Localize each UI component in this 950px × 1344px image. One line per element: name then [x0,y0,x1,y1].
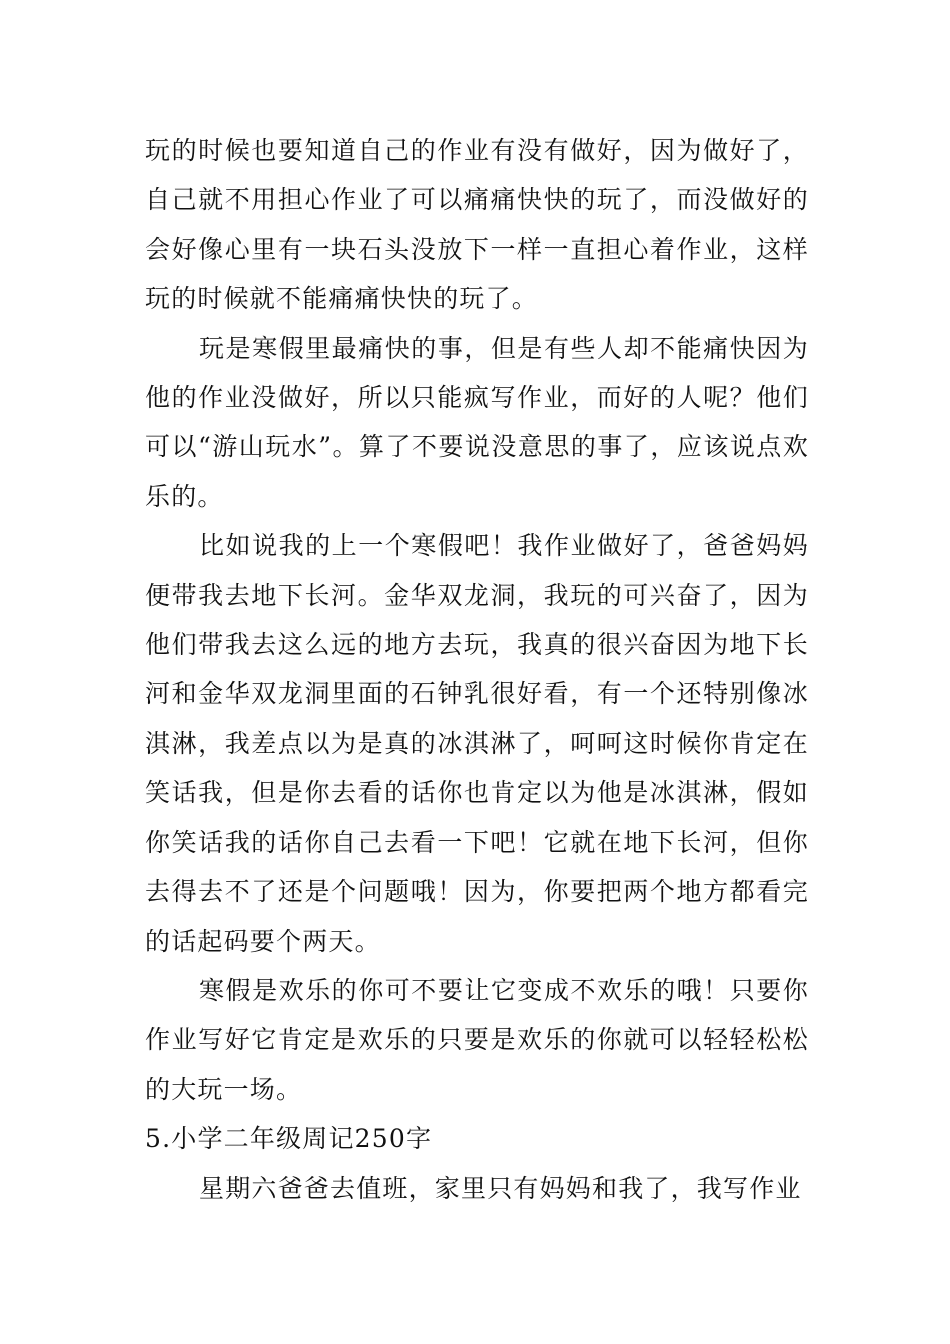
paragraph-2: 玩是寒假里最痛快的事，但是有些人却不能痛快因为他的作业没做好，所以只能疯写作业，而好的人呢？他们可以“游山玩水”。算了不要说没意思的事了，应该说点欢乐的。 [145,333,809,511]
document-body [145,126,809,1213]
paragraph-4: 寒假是欢乐的你可不要让它变成不欢乐的哦！只要你作业写好它肯定是欢乐的只要是欢乐的你就可以轻轻松松的大玩一场。 [145,975,809,1104]
paragraph-5: 星期六爸爸去值班，家里只有妈妈和我了，我写作业 [199,1173,802,1203]
paragraph-3: 比如说我的上一个寒假吧！我作业做好了，爸爸妈妈便带我去地下长河。金华双龙洞，我玩的可兴奋了，因为他们带我去这么远的地方去玩，我真的很兴奋因为地下长河和金华双龙洞里面的石钟乳很好看，有一个还特别像冰淇淋，我差点以为是真的冰淇淋了，呵呵这时候你肯定在笑话我，但是你去看的话你也肯定以为他是冰淇淋，假如你笑话我的话你自己去看一下吧！它就在地下长河，但你去得去不了还是个问题哦！因为，你要把两个地方都看完的话起码要个两天。 [145,531,809,956]
paragraph-1: 玩的时候也要知道自己的作业有没有做好，因为做好了，自己就不用担心作业了可以痛痛快快的玩了，而没做好的会好像心里有一块石头没放下一样一直担心着作业，这样玩的时候就不能痛痛快快的玩了。 [145,136,809,314]
section-heading: 5.小学二年级周记250字 [145,1124,433,1154]
